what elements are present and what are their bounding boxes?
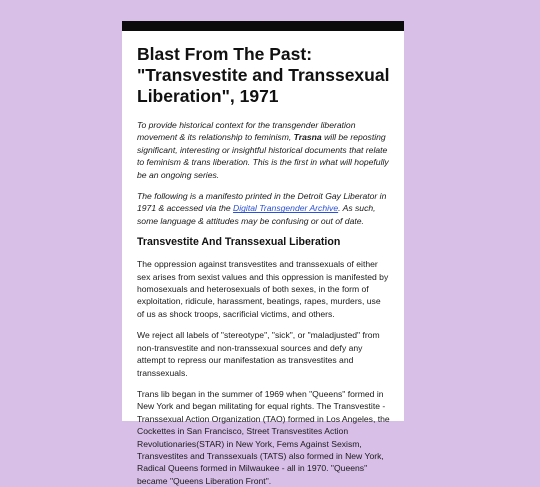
body-paragraph-labels: We reject all labels of "stereotype", "sick", or "maladjusted" from non-transvestite and non-transsexual sources and defy any attempt to repress our manifestation as transvestites and transsexuals. [137, 330, 380, 378]
source-paragraph [137, 190, 390, 227]
body-paragraph-oppression: The oppression against transvestites and transsexuals of either sex arises from sexist values and this oppression is manifested by homosexuals and heterosexuals of both sexes, in the form of exploitation, ridicule, harassment, beatings, rapes, murders, use of us as shock troops, sacrificial victims, and others. [137, 259, 389, 319]
source-text-start: The following is a manifesto printed in the Detroit Gay Liberator in 1971 & accessed via the [137, 191, 387, 214]
intro-paragraph [137, 119, 390, 181]
article-card [122, 21, 404, 486]
intro-text-start: To provide historical context for the transgender liberation movement & its relationship to feminism, [137, 120, 356, 143]
source-text-end: . As such, some language & attitudes may be confusing or out of date. [137, 203, 376, 226]
intro-text-end: will be reposting significant, interesting or insightful historical documents that relate to feminism & trans liberation. This is the first in what will hopefully be an ongoing series. [137, 132, 389, 180]
section-heading: Transvestite And Transsexual Liberation [137, 236, 341, 249]
article-title: Blast From The Past: "Transvestite and Transsexual Liberation", 1971 [137, 44, 390, 106]
body-paragraph-history: Trans lib began in the summer of 1969 when "Queens" formed in New York and began militating for equal rights. The Transvestite - Transsexual Action Organization (TAO) formed in Los Angeles, the Cockettes in San Francisco, Street Transvestites Action Revolutionaries(STAR) in New York, Fems Against Sexism, Transvestites and Transsexuals (TATS) also formed in New York, Radical Queens formed in Milwaukee - all in 1970. "Queens" became "Queens Liberation Front". [137, 388, 390, 486]
archive-link[interactable]: Digital Transgender Archive [233, 203, 339, 214]
brand-name: Trasna [293, 132, 322, 143]
